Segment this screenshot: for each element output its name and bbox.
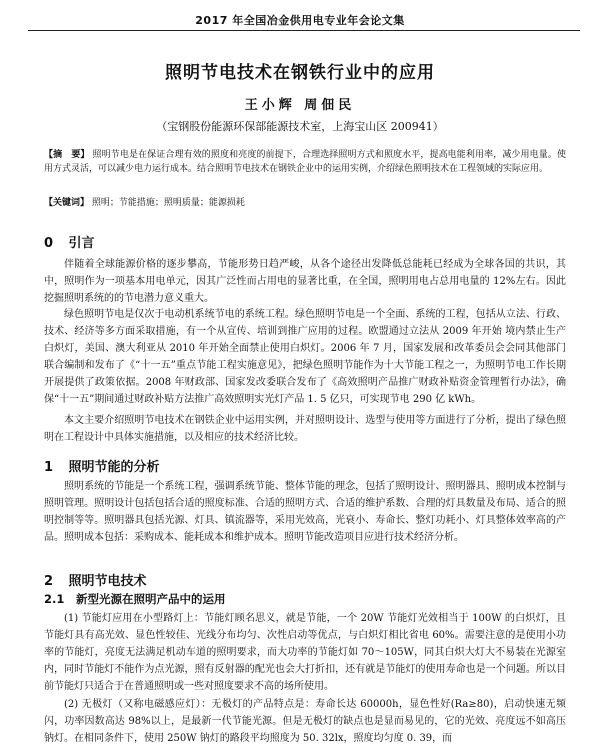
authors: 王小辉 周佃民 <box>244 98 356 113</box>
section-number: 2 <box>44 574 54 589</box>
abstract <box>44 148 566 176</box>
subsection-heading <box>44 591 226 607</box>
paragraph: (1) 节能灯应用在小型路灯上：节能灯顾名思义，就是节能，一个 20W 节能灯光效相当于 100W 的白炽灯，且节能灯具有高光效、显色性较佳、光线分布均匀、次性启动等优点，与白炽灯相比省电 60%。需要注意的是使用小功率的节能灯，亮度无法满足机动车道的照明要求，而大功率的节能灯如 70～105W，同其白炽大灯大不易装在光源室内，同时节能灯不能作为点光源，照有反射器的配光也会大打折扣，还有就是节能灯的使用寿命也是一个问题。所以目前节能灯只适合于在普通照明或一些对照度要求不高的场所使用。 <box>44 613 566 692</box>
paper-title: 照明节电技术在钢铁行业中的应用 <box>165 63 435 83</box>
subsection-title: 新型光源在照明产品中的运用 <box>76 592 226 606</box>
section-heading-intro <box>44 232 95 251</box>
abstract-label: 【摘 要】 <box>44 150 90 160</box>
subsection-number: 2.1 <box>44 592 65 606</box>
section-heading-analysis <box>44 456 160 475</box>
abstract-text: 照明节电是在保证合理有效的照度和亮度的前提下，合理选择照明方式和照度水平，提高电能利用率，减少用电量。使用方式灵活，可以减少电力运行成本。结合照明节电技术在钢铁企业中的运用实例，介绍绿色照明技术在工程领域的实际应用。 <box>44 150 566 174</box>
keywords-text: 照明；节能措施；照明质量；能源损耗 <box>91 198 245 208</box>
section-title: 照明节能的分析 <box>68 460 160 475</box>
paragraph: 伴随着全球能源价格的逐步攀高，节能形势日趋严峻，从各个途径出发降低总能耗已经成为全球各国的共识，其中，照明作为一项基本用电单元，因其广泛性而占用电的显著比重，在全国，照明用电占总用电量的 12%左右。因此挖掘照明系统的的节电潜力意义重大。 <box>44 259 566 304</box>
paragraph: 照明系统的节能是一个系统工程，强调系统节能、整体节能的理念，包括了照明设计、照明器具、照明成本控制与照明管理。照明设计包括包括合适的照度标准、合适的照明方式、合适的维护系数、合理的灯具数量及布局、适合的照明控制等等。照明器具包括光源、灯具、镇流器等，采用光效高，光衰小、寿命长、整灯功耗小、灯具整体效率高的产品。照明成本包括：采购成本、能耗成本和维护成本。照明节能改造项目应进行技术经济分析。 <box>44 481 566 543</box>
paragraph: 绿色照明节电是仅次于电动机系统节电的系统工程。绿色照明节电是一个全面、系统的工程，包括从立法、行政、技术、经济等多方面采取措施，有一个从宣传、培训到推广应用的过程。欧盟通过立法从 2009 年开始 境内禁止生产白炽灯，美国、澳大利亚从 2010 年开始全面禁止使用白炽灯。2006 年 7 月，国家发展和改革委员会会同其他部门联合编制和发布了《“十一五”重点节能工程实施意见》，把绿色照明节能作为十大节能工程之一，为照明节电工作长期开展提供了政策依据。2008 年财政部、国家发改委联合发布了《高效照明产品推广财政补贴资金管理暂行办法》，确保“十一五”期间通过财政补贴方法推广高效照明实光灯产品 1. 5 亿只，可实现节电 290 亿 kWh。 <box>44 309 566 405</box>
section-title: 引言 <box>68 236 95 251</box>
paragraph: 本文主要介绍照明节电技术在钢铁企业中运用实例，并对照明设计、选型与使用等方面进行了分析，提出了绿色照明在工程设计中具体实施措施，以及相应的技术经济比较。 <box>44 415 566 443</box>
header-divider <box>28 30 580 31</box>
running-header: 2017 年全国冶金供用电专业年会论文集 <box>195 14 405 27</box>
affiliation: （宝钢股份能源环保部能源技术室，上海宝山区 200941） <box>156 120 444 133</box>
paragraph: (2) 无极灯（又称电磁感应灯）：无极灯的产品特点是：寿命长达 60000h，显色性好(Ra≥80)，启动快速无频闪，功率因数高达 98%以上，是最新一代节能光源。但是无极灯的缺点也是显而易见的，它的光效、亮度远不如高压钠灯。在相同条件下，使用 250W 钠灯的路段平均照度为 50. 32lx，照度均匀度 0. 39，而 <box>44 699 566 744</box>
section-number: 0 <box>44 236 54 251</box>
section-title: 照明节电技术 <box>68 574 147 589</box>
section-heading-techniques <box>44 570 147 589</box>
keywords <box>44 196 566 210</box>
keywords-label: 【关键词】 <box>44 198 90 208</box>
section-number: 1 <box>44 460 54 475</box>
